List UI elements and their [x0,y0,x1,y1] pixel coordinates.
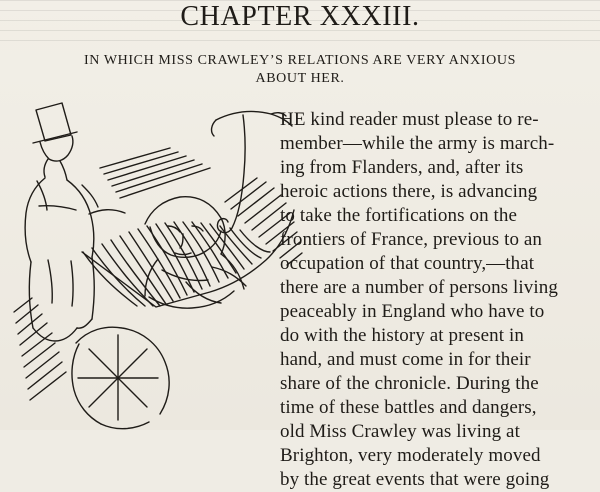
body-line-13: time of these battles and dangers, [280,397,537,418]
body-line-15: Brighton, very moderately moved [280,445,541,466]
body-line-4: heroic actions there, is advancing [280,181,538,202]
body-line-5: to take the fortifications on the [280,205,518,226]
chapter-subtitle-line-1: IN WHICH MISS CRAWLEY’S RELATIONS ARE VERY ANXIOUS [84,53,516,68]
body-line-1: HE kind reader must please to re- [280,109,539,130]
body-line-12: share of the chronicle. During the [280,373,539,394]
body-line-6: frontiers of France, previous to an [280,229,543,250]
bath-chair [82,210,294,307]
chapter-subtitle-line-2: ABOUT HER. [255,71,345,86]
chapter-subtitle [44,52,556,88]
body-line-11: hand, and must come in for their [280,349,531,370]
chapter-title: CHAPTER XXXIII. [180,1,420,32]
chapter-illustration [0,92,312,430]
body-line-8: there are a number of persons living [280,277,558,298]
chapter-body-text [280,108,600,492]
body-line-7: occupation of that country,—that [280,253,535,274]
body-line-10: do with the history at present in [280,325,524,346]
body-line-16: by the great events that were going [280,469,550,490]
body-line-3: ing from Flanders, and, after its [280,157,524,178]
body-line-9: peaceably in England who have to [280,301,545,322]
wheel [76,327,169,414]
body-line-14: old Miss Crawley was living at [280,421,520,442]
body-line-2: member—while the army is march- [280,133,555,154]
